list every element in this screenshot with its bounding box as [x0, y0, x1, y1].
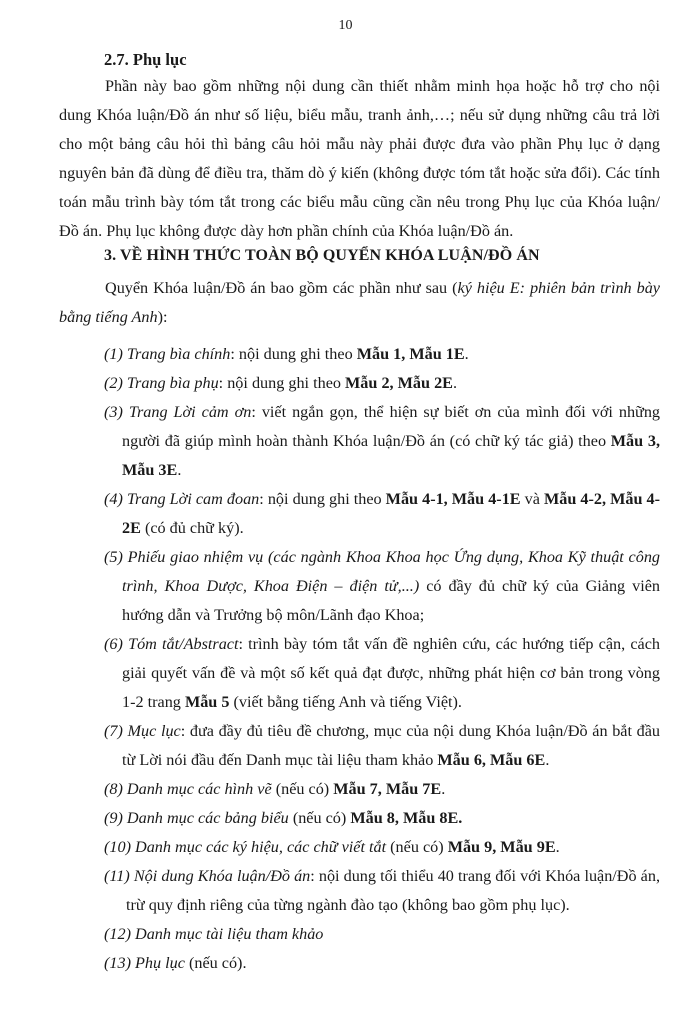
item-template-ref-2: Mẫu 4-2, Mẫu 4-2E — [122, 490, 661, 537]
item-number: (11) — [104, 867, 134, 885]
list-item — [104, 775, 660, 804]
item-text: : nội dung tối thiểu 40 trang đối với Khóa luận/Đồ án, trừ quy định riêng của từng ngành đào tạo (không bao gồm phụ lục). — [126, 867, 660, 914]
item-text: (nếu có) — [386, 838, 448, 856]
item-template-ref: Mẫu 1, Mẫu 1E — [356, 345, 465, 363]
item-template-ref: Mẫu 9, Mẫu 9E — [447, 838, 556, 856]
item-title: Trang Lời cam đoan — [126, 490, 260, 508]
item-number: (13) — [104, 954, 136, 972]
item-number: (3) — [104, 403, 129, 421]
list-item — [104, 485, 660, 543]
item-text: có đầy đủ chữ ký của Giảng viên hướng dẫn và Trưởng bộ môn/Lãnh đạo Khoa; — [122, 577, 660, 624]
item-template-ref: Mẫu 2, Mẫu 2E — [345, 374, 453, 392]
item-number: (2) — [104, 374, 127, 392]
paragraph-text: Phần này bao gồm những nội dung cần thiết nhằm minh họa hoặc hỗ trợ cho nội dung Khóa luận/Đồ án như số liệu, biểu mẫu, tranh ảnh,…; nếu sử dụng những câu trả lời cho một bảng câu hỏi thì bảng câu hỏi mẫu này phải được đưa vào phần Phụ lục ở dạng nguyên bản đã dùng để điều tra, thăm dò ý kiến (không được tóm tắt hoặc sửa đổi). Các tính toán mẫu trình bày tóm tắt trong các biểu mẫu cũng cần nêu trong Phụ lục của Khóa luận/Đồ án. Phụ lục không được dày hơn phần chính của Khóa luận/Đồ án. — [59, 77, 660, 240]
list-item — [104, 833, 660, 862]
list-item — [104, 543, 660, 630]
item-title: Trang Lời cảm ơn — [128, 403, 252, 421]
item-template-ref: Mẫu 3, Mẫu 3E — [122, 432, 660, 479]
section-heading-3: 3. VỀ HÌNH THỨC TOÀN BỘ QUYỂN KHÓA LUẬN/ĐỒ ÁN — [104, 247, 540, 264]
item-title: Nội dung Khóa luận/Đồ án — [133, 867, 311, 885]
item-title: Trang bìa phụ — [126, 374, 219, 392]
item-tail: (có đủ chữ ký). — [140, 519, 244, 537]
item-text: : trình bày tóm tắt vấn đề nghiên cứu, các hướng tiếp cận, cách giải quyết vấn đề và một số kết quả đạt được, những phát hiện cơ bản trong vòng 1-2 trang — [122, 635, 660, 711]
item-connector: và — [520, 490, 544, 508]
list-item — [104, 862, 660, 920]
contents-list — [104, 340, 660, 978]
item-tail: . — [464, 345, 469, 363]
item-number: (4) — [104, 490, 127, 508]
item-template-ref: Mẫu 4-1, Mẫu 4-1E — [385, 490, 521, 508]
item-tail: . — [452, 374, 458, 392]
item-title: Mục lục — [127, 722, 181, 740]
item-text: (nếu có). — [184, 954, 247, 972]
item-number: (12) — [104, 925, 136, 943]
item-number: (10) — [104, 838, 136, 856]
item-template-ref: Mẫu 5 — [184, 693, 230, 711]
item-template-ref: Mẫu 6, Mẫu 6E — [437, 751, 546, 769]
list-item — [104, 920, 660, 949]
item-number: (9) — [104, 809, 127, 827]
intro-end: ): — [157, 308, 168, 326]
item-template-ref: Mẫu 7, Mẫu 7E — [333, 780, 442, 798]
item-title: Phiếu giao nhiệm vụ (các ngành Khoa Khoa học Ứng dụng, Khoa Kỹ thuật công trình, Khoa Dược, Khoa Điện – điện tử,...) — [122, 548, 661, 595]
item-number: (6) — [104, 635, 129, 653]
intro-italic: ký hiệu E: phiên bản trình bày bằng tiếng Anh — [59, 279, 660, 326]
list-item — [104, 340, 660, 369]
item-title: Trang bìa chính — [126, 345, 231, 363]
item-tail: . — [441, 780, 446, 798]
item-template-ref: Mẫu 8, Mẫu 8E. — [350, 809, 463, 827]
list-item — [104, 369, 660, 398]
item-title: Phụ lục — [135, 954, 185, 972]
item-text: : đưa đầy đủ tiêu đề chương, mục của nội dung Khóa luận/Đồ án bắt đầu từ Lời nói đầu đến Danh mục tài liệu tham khảo — [122, 722, 661, 769]
list-item — [104, 630, 660, 717]
list-item — [104, 398, 660, 485]
item-text: (nếu có) — [271, 780, 334, 798]
list-item — [104, 804, 660, 833]
section-heading-2-7: 2.7. Phụ lục — [104, 50, 187, 69]
item-text: (nếu có) — [288, 809, 351, 827]
item-text: : nội dung ghi theo — [230, 345, 357, 363]
list-item — [104, 949, 660, 978]
item-title: Danh mục các ký hiệu, các chữ viết tắt — [135, 838, 387, 856]
list-item — [104, 717, 660, 775]
item-title: Danh mục tài liệu tham khảo — [135, 925, 324, 943]
intro-text: Quyển Khóa luận/Đồ án bao gồm các phần như sau ( — [105, 279, 458, 297]
page-number: 10 — [338, 18, 353, 33]
item-title: Danh mục các bảng biểu — [126, 809, 289, 827]
item-number: (8) — [104, 780, 127, 798]
section-2-7-paragraph — [59, 72, 660, 246]
item-tail: (viết bằng tiếng Anh và tiếng Việt). — [229, 693, 462, 711]
item-number: (5) — [104, 548, 128, 566]
item-text: : nội dung ghi theo — [218, 374, 346, 392]
section-3-intro — [59, 274, 660, 332]
item-title: Tóm tắt/Abstract — [128, 635, 239, 653]
item-tail: . — [545, 751, 550, 769]
item-number: (1) — [104, 345, 127, 363]
item-title: Danh mục các hình vẽ — [126, 780, 272, 798]
item-text: : nội dung ghi theo — [259, 490, 386, 508]
item-tail: . — [555, 838, 560, 856]
item-tail: . — [177, 461, 182, 479]
item-number: (7) — [104, 722, 128, 740]
item-text: : viết ngắn gọn, thể hiện sự biết ơn của mình đối với những người đã giúp mình hoàn thành Khóa luận/Đồ án (có chữ ký tác giả) theo — [122, 403, 661, 450]
